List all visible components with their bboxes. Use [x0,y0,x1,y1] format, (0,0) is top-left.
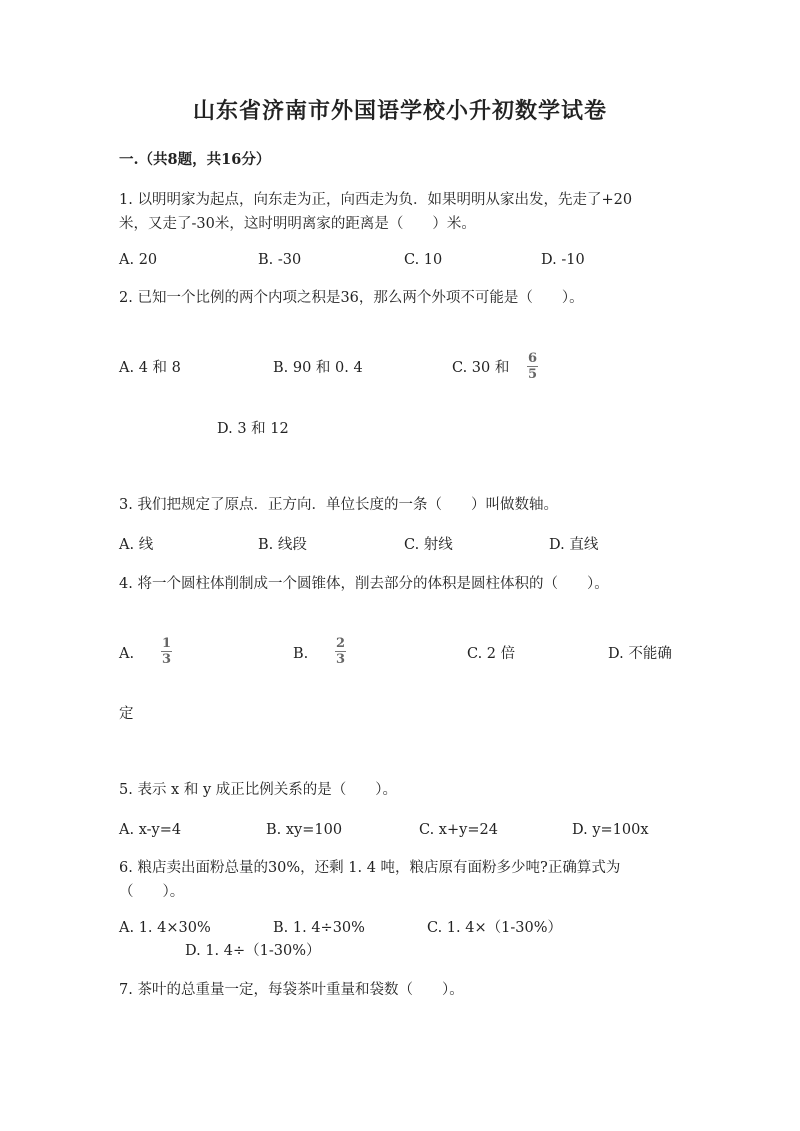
q1-option-c: C. 10 [404,252,443,268]
q4-option-a: A. [119,646,135,662]
q2-option-c-fraction [527,352,538,381]
q3-option-b: B. 线段 [258,537,307,553]
q1-text-line2: 米，又走了-30米，这时明明离家的距离是（ ）米。 [119,216,476,232]
q1-text-line1: 1. 以明明家为起点，向东走为正，向西走为负．如果明明从家出发，先走了+20 [119,192,633,208]
fraction-numerator: 1 [161,636,172,651]
fraction-numerator: 6 [527,351,538,366]
q5-option-a: A. x-y=4 [119,822,182,838]
q3-option-c: C. 射线 [404,537,453,553]
q7-text: 7. 茶叶的总重量一定，每袋茶叶重量和袋数（ ）。 [119,982,464,998]
fraction-denominator: 3 [161,652,172,667]
q3-text: 3. 我们把规定了原点．正方向．单位长度的一条（ ）叫做数轴。 [119,497,558,513]
q3-option-a: A. 线 [119,537,154,553]
q5-option-c: C. x+y=24 [419,822,498,838]
q4-option-d: D. 不能确 [608,646,672,662]
q2-text: 2. 已知一个比例的两个内项之积是36，那么两个外项不可能是（ ）。 [119,290,584,306]
q3-option-d: D. 直线 [549,537,599,553]
q1-option-d: D. -10 [541,252,585,268]
q1-option-a: A. 20 [119,252,158,268]
q2-option-b: B. 90 和 0. 4 [273,360,363,376]
q6-text-line1: 6. 粮店卖出面粉总量的30%，还剩 1. 4 吨，粮店原有面粉多少吨?正确算式为 [119,860,621,876]
section-header: 一.（共8题，共16分） [119,151,271,168]
q4-text: 4. 将一个圆柱体削制成一个圆锥体，削去部分的体积是圆柱体积的（ ）。 [119,576,609,592]
q2-option-a: A. 4 和 8 [119,360,181,376]
q6-text-line2: （ ）。 [119,884,185,900]
q5-text: 5. 表示 x 和 y 成正比例关系的是（ ）。 [119,782,397,798]
q4-option-a-fraction [161,637,172,666]
q4-option-c: C. 2 倍 [467,646,516,662]
q6-option-b: B. 1. 4÷30% [273,920,365,936]
q4-option-b-fraction [335,637,346,666]
q5-option-d: D. y=100x [572,822,649,838]
q4-option-b: B. [293,646,309,662]
q1-option-b: B. -30 [258,252,302,268]
q2-option-c: C. 30 和 [452,360,510,376]
q6-option-d: D. 1. 4÷（1-30%） [185,943,321,959]
fraction-numerator: 2 [335,636,346,651]
fraction-denominator: 3 [335,652,346,667]
page-title: 山东省济南市外国语学校小升初数学试卷 [192,98,607,124]
fraction-denominator: 5 [527,367,538,382]
q6-option-c: C. 1. 4×（1-30%） [427,920,562,936]
q6-option-a: A. 1. 4×30% [119,920,211,936]
q5-option-b: B. xy=100 [266,822,343,838]
q2-option-d: D. 3 和 12 [217,421,289,437]
q4-option-d-wrap: 定 [119,706,134,722]
